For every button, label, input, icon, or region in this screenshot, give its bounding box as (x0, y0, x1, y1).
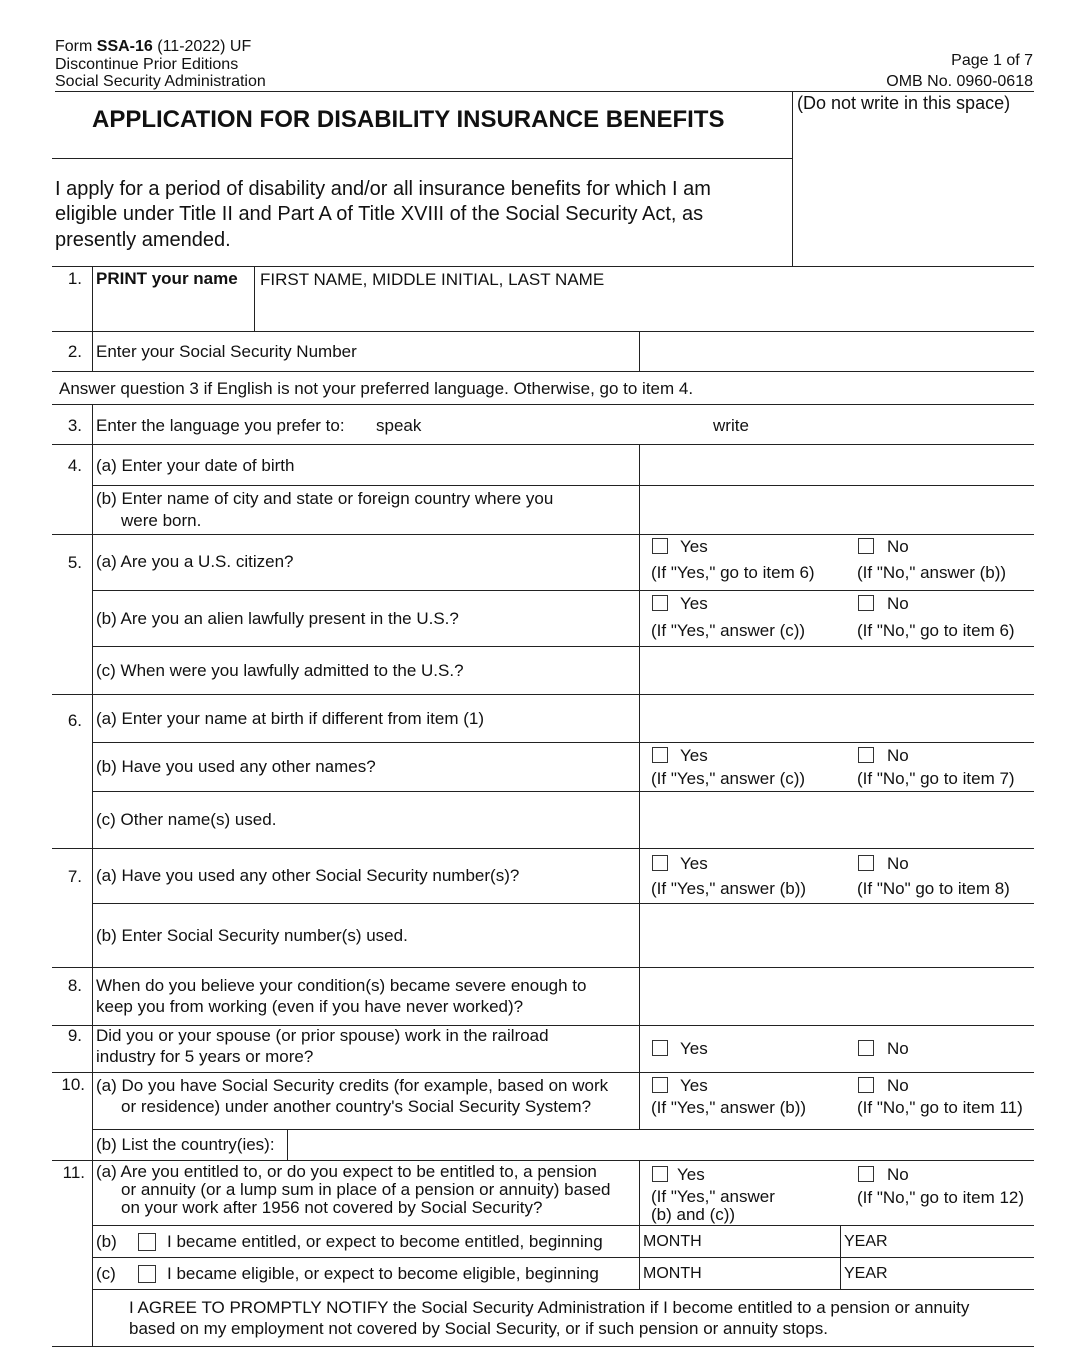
q6b-yes-checkbox[interactable] (652, 747, 668, 763)
other-ssn-input[interactable] (645, 912, 1034, 962)
intro-line-1: I apply for a period of disability and/or all insurance benefits for which I am (55, 178, 711, 200)
q9-yes-label: Yes (680, 1039, 708, 1058)
q10b-label: (b) List the country(ies): (96, 1135, 275, 1154)
q10a-label-line1: (a) Do you have Social Security credits (for example, based on work (96, 1076, 609, 1095)
q5a-no-label: No (887, 537, 909, 556)
discontinue-note: Discontinue Prior Editions (55, 56, 239, 73)
q11c-checkbox[interactable] (138, 1265, 156, 1283)
q9-label-line2: industry for 5 years or more? (96, 1047, 314, 1066)
q7a-no-checkbox[interactable] (858, 855, 874, 871)
q2-number: 2. (67, 342, 82, 361)
page-number: Page 1 of 7 (951, 52, 1033, 69)
other-names-input[interactable] (645, 798, 1034, 844)
admission-date-input[interactable] (645, 652, 1034, 690)
q11-yes-checkbox[interactable] (652, 1166, 668, 1182)
q9-number: 9. (67, 1026, 82, 1045)
q7a-yes-checkbox[interactable] (652, 855, 668, 871)
q10a-label-line2: or residence) under another country's Social Security System? (121, 1097, 592, 1116)
q10-yes-checkbox[interactable] (652, 1077, 668, 1093)
agreement-line1: I AGREE TO PROMPTLY NOTIFY the Social Security Administration if I become entitled to a pension or annuity (129, 1298, 970, 1317)
q6-number: 6. (67, 711, 82, 730)
agency-name: Social Security Administration (55, 73, 266, 90)
q11-no-note: (If "No," go to item 12) (857, 1188, 1025, 1207)
q11-yes-label: Yes (677, 1165, 705, 1184)
q7a-no-label: No (887, 854, 909, 873)
q11-no-checkbox[interactable] (858, 1166, 874, 1182)
q11a-label-line2: or annuity (or a lump sum in place of a pension or annuity) based (121, 1180, 611, 1199)
q11-number: 11. (62, 1163, 85, 1182)
form-number (55, 38, 251, 56)
q1-label: PRINT your name (96, 269, 238, 288)
q1-name-hint: FIRST NAME, MIDDLE INITIAL, LAST NAME (260, 270, 605, 289)
q6b-no-label: No (887, 746, 909, 765)
q7a-label: (a) Have you used any other Social Security number(s)? (96, 866, 520, 885)
q5a-yes-note: (If "Yes," go to item 6) (651, 563, 815, 582)
birthplace-input[interactable] (645, 492, 1034, 530)
countries-input[interactable] (293, 1132, 1034, 1160)
q3-instruction: Answer question 3 if English is not your preferred language. Otherwise, go to item 4. (59, 379, 694, 398)
q6b-no-note: (If "No," go to item 7) (857, 769, 1015, 788)
q7a-yes-note: (If "Yes," answer (b)) (651, 879, 807, 898)
q4a-label: (a) Enter your date of birth (96, 456, 295, 475)
onset-date-input[interactable] (645, 974, 1034, 1020)
q3-number: 3. (67, 416, 82, 435)
q8-label-line2: keep you from working (even if you have never worked)? (96, 997, 524, 1016)
intro-line-2: eligible under Title II and Part A of Title XVIII of the Social Security Act, as (55, 203, 704, 225)
q11-no-label: No (887, 1165, 909, 1184)
q9-no-checkbox[interactable] (858, 1040, 874, 1056)
q10-no-label: No (887, 1076, 909, 1095)
q3-label: Enter the language you prefer to: (96, 416, 345, 435)
q8-label-line1: When do you believe your condition(s) became severe enough to (96, 976, 587, 995)
q11b-checkbox[interactable] (138, 1233, 156, 1251)
q10-no-checkbox[interactable] (858, 1077, 874, 1093)
q6b-no-checkbox[interactable] (858, 747, 874, 763)
q7a-no-note: (If "No" go to item 8) (857, 879, 1010, 898)
q11c-month-input[interactable] (710, 1262, 839, 1286)
ssn-input[interactable] (645, 337, 1034, 367)
q6b-label: (b) Have you used any other names? (96, 757, 376, 776)
speak-language-input[interactable] (430, 412, 704, 442)
q5a-no-checkbox[interactable] (858, 538, 874, 554)
q5c-label: (c) When were you lawfully admitted to the U.S.? (96, 661, 464, 680)
q10-no-note: (If "No," go to item 11) (857, 1098, 1023, 1117)
q11a-label-line3: on your work after 1956 not covered by Social Security? (121, 1198, 543, 1217)
q2-label: Enter your Social Security Number (96, 342, 357, 361)
write-label: write (713, 416, 749, 435)
omb-number: OMB No. 0960-0618 (886, 73, 1033, 90)
q5b-yes-checkbox[interactable] (652, 595, 668, 611)
agreement-line2: based on my employment not covered by Social Security, or if such pension or annuity stops. (129, 1319, 828, 1338)
q11c-label: I became eligible, or expect to become eligible, beginning (167, 1264, 599, 1283)
q10-yes-label: Yes (680, 1076, 708, 1095)
page-title: APPLICATION FOR DISABILITY INSURANCE BENEFITS (92, 106, 725, 133)
name-input[interactable] (260, 298, 1024, 326)
form-id: SSA-16 (96, 38, 153, 55)
q5a-no-note: (If "No," answer (b)) (857, 563, 1007, 582)
q11b-label: I became entitled, or expect to become entitled, beginning (167, 1232, 603, 1251)
q9-label-line1: Did you or your spouse (or prior spouse) work in the railroad (96, 1026, 549, 1045)
q7b-label: (b) Enter Social Security number(s) used. (96, 926, 408, 945)
q4b-label-line2: were born. (121, 511, 202, 530)
q5a-yes-checkbox[interactable] (652, 538, 668, 554)
q11b-year-label: YEAR (844, 1233, 888, 1250)
q9-yes-checkbox[interactable] (652, 1040, 668, 1056)
q10-number: 10. (61, 1075, 85, 1094)
q11c-year-label: YEAR (844, 1265, 888, 1282)
q11b-month-input[interactable] (710, 1230, 839, 1254)
q5-number: 5. (67, 553, 82, 572)
do-not-write-label: (Do not write in this space) (797, 93, 1011, 113)
write-language-input[interactable] (760, 412, 1034, 442)
q11b-year-input[interactable] (892, 1230, 1034, 1254)
q11-yes-note-line1: (If "Yes," answer (651, 1187, 775, 1206)
q5b-no-label: No (887, 594, 909, 613)
q4-number: 4. (67, 456, 82, 475)
q8-number: 8. (67, 976, 82, 995)
date-of-birth-input[interactable] (645, 450, 1034, 482)
birth-name-input[interactable] (645, 700, 1034, 738)
q1-number: 1. (67, 269, 82, 288)
q5a-label: (a) Are you a U.S. citizen? (96, 552, 294, 571)
q10-yes-note: (If "Yes," answer (b)) (651, 1098, 807, 1117)
q6b-yes-note: (If "Yes," answer (c)) (651, 769, 806, 788)
q5b-no-checkbox[interactable] (858, 595, 874, 611)
q7a-yes-label: Yes (680, 854, 708, 873)
q4b-label-line1: (b) Enter name of city and state or foreign country where you (96, 489, 554, 508)
q6c-label: (c) Other name(s) used. (96, 810, 277, 829)
q11b-month-label: MONTH (643, 1233, 702, 1250)
q7-number: 7. (67, 867, 82, 886)
intro-line-3: presently amended. (55, 229, 231, 251)
q11c-month-label: MONTH (643, 1265, 702, 1282)
form-revision: (11-2022) UF (152, 38, 252, 55)
q11b-tag: (b) (96, 1232, 117, 1251)
q6a-label: (a) Enter your name at birth if different from item (1) (96, 709, 484, 728)
q11c-tag: (c) (96, 1264, 116, 1283)
q9-no-label: No (887, 1039, 909, 1058)
q6b-yes-label: Yes (680, 746, 708, 765)
q11-yes-note-line2: (b) and (c)) (651, 1205, 736, 1224)
q5b-yes-note: (If "Yes," answer (c)) (651, 621, 806, 640)
q11c-year-input[interactable] (892, 1262, 1034, 1286)
q11a-label-line1: (a) Are you entitled to, or do you expect to be entitled to, a pension (96, 1162, 597, 1181)
q5b-no-note: (If "No," go to item 6) (857, 621, 1015, 640)
q5a-yes-label: Yes (680, 537, 708, 556)
q5b-label: (b) Are you an alien lawfully present in the U.S.? (96, 609, 459, 628)
speak-label: speak (376, 416, 422, 435)
form-prefix: Form (55, 38, 97, 55)
q5b-yes-label: Yes (680, 594, 708, 613)
